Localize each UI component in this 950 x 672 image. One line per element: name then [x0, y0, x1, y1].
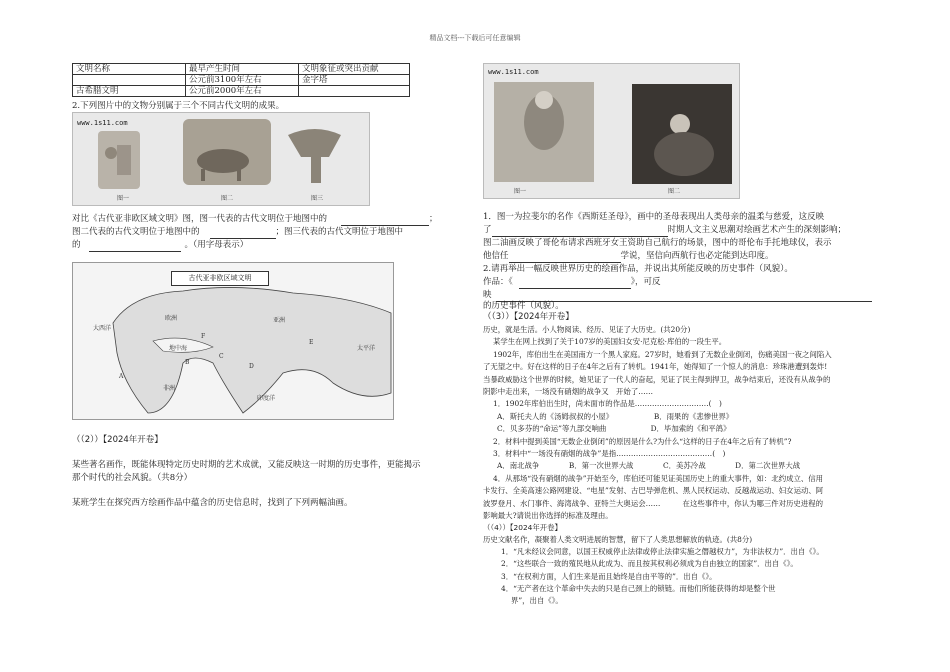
question-text: 的历史事件（风貌）。 [483, 301, 564, 311]
bronze-vessel-artifact [288, 129, 341, 183]
paintings-illustration [484, 64, 739, 198]
map-letter: E [309, 339, 314, 346]
text-line: C．贝多芬的“命运”等九部交响曲 D．毕加索的《和平鸽》 [497, 424, 731, 434]
caption: 图一 [514, 188, 527, 195]
watermark: www.1s11.com [77, 119, 128, 127]
text-line: 影响最大?请说出你选择的标准及理由。 [483, 511, 613, 520]
section-2-text: 某些著名画作，既能体现特定历史时期的艺术成就，又能反映这一时期的历史事件，更能揭示 [72, 460, 421, 470]
text: 图二代表的古代文明位于地图中的 [72, 227, 200, 237]
table-cell: 公元前2000年左右 [186, 86, 299, 97]
answer-blank[interactable] [210, 229, 276, 239]
table-cell: 最早产生时间 [186, 64, 299, 75]
question-text [483, 250, 774, 263]
artifacts-photo [72, 112, 370, 206]
text: 时期人文主义思潮对绘画艺术产生的深刻影响； [667, 225, 847, 235]
map-label: 地中海 [169, 345, 188, 352]
answer-blank[interactable] [341, 216, 429, 226]
text: 》，可反 [630, 277, 661, 287]
text: ； [429, 214, 438, 224]
paragraph-line [72, 226, 403, 239]
map-letter: D [249, 363, 254, 370]
text-line: A．斯托夫人的《汤姆叔叔的小屋》 B．雨果的《悲惨世界》 [497, 411, 734, 421]
section-2-text: 那个时代的社会风貌。（共8分） [72, 473, 193, 483]
text: 了 [483, 225, 492, 235]
table-row [73, 75, 410, 86]
caption: 图一 [117, 195, 130, 202]
text: 。（用字母表示） [184, 240, 249, 250]
text-line: 1．1902年库伯出生时，尚未面市的作品是…………………………( ) [493, 399, 722, 409]
text-line: 某学生在网上找到了关于107岁的美国妇女安·尼克松·库伯的一段生平。 [493, 337, 727, 347]
text-line: 2．“这些联合一致的殖民地从此成为、而且按其权利必须成为自由独立的国家”．出自《》。 [501, 559, 798, 569]
paragraph-line [72, 213, 438, 226]
text-line: 卡发行、全美高速公路网建设、“电星”发射、古巴导弹危机、黑人民权运动、反越战运动、妇女运动、阿 [483, 486, 824, 496]
answer-blank[interactable] [492, 227, 668, 237]
caption: 图二 [668, 188, 681, 195]
caption: 图三 [311, 195, 324, 202]
answer-blank[interactable] [89, 242, 181, 252]
text-line: 历史文献名作，凝聚着人类文明进展的智慧，留下了人类思想解放的轨迹。(共8分) [483, 535, 753, 544]
question-2-text: 2.下列图片中的文物分别属于三个不同古代文明的成果。 [72, 101, 285, 111]
text-line: 2．材料中提到美国“无数企业倒闭”的原因是什么?为什么“这样的日子在4年之后有了转机”? [493, 436, 792, 446]
text-line: 3．“在权利方面，人们生来是而且始终是自由平等的”．出自《》。 [501, 571, 717, 581]
text-line: 4．“无产者在这个革命中失去的只是自己颈上的锁链。而他们所能获得的却是整个世 [501, 583, 776, 593]
question-text [483, 276, 661, 289]
watermark: www.1s11.com [488, 68, 539, 76]
text: 对比《古代亚非欧区域文明》图，图一代表的古代文明位于地图中的 [72, 214, 328, 224]
text: 学说，坚信向西航行也必定能到达印度。 [620, 251, 774, 261]
answer-blank[interactable] [519, 279, 631, 289]
caption: 图二 [221, 195, 234, 202]
text-line: 历史，就是生活。小人物阅读、经历、见证了大历史。(共20分) [483, 325, 691, 334]
section-2-title: （（2））【2024年开卷】 [72, 435, 163, 445]
text-line: 当暴政威胁这个世界的时候，她见证了一代人的奋起，见证了民主得到捍卫，战争结束后，还没有从战争的 [483, 374, 831, 384]
table-row [73, 64, 410, 75]
page-header: 精品文档---下载后可任意编辑 [429, 34, 521, 42]
text-line: 1．“凡未经议会同意，以国王权威停止法律或停止法律实施之僭越权力”，为非法权力”．出自《》。 [501, 547, 824, 557]
table-cell: 公元前3100年左右 [186, 75, 299, 86]
map-label: 亚洲 [273, 317, 286, 324]
paintings-photo [483, 63, 740, 199]
map-label: 大西洋 [93, 325, 112, 332]
text-line: 3．材料中“一场没有硝烟的战争”是指…………………………………( ) [493, 449, 726, 458]
text: 映 [483, 290, 492, 300]
answer-blank[interactable] [509, 253, 621, 263]
text: 作品：《 [483, 277, 513, 287]
table-row [73, 86, 410, 97]
text-line: 阴影中走出来，一场没有硝烟的战争又 开始了…… [483, 387, 653, 396]
text-line: 了无望之中。好在这样的日子在4年之后有了转机。1941年，她得知了一个惊人的消息：珍珠港遭到轰炸! [483, 362, 828, 372]
question-text [483, 224, 846, 237]
map-label: 非洲 [163, 385, 176, 392]
map-label: 印度洋 [257, 395, 276, 402]
text: 他信任 [483, 251, 509, 261]
text-line: 1902年，库伯出生在美国南方一个黑人家庭。27岁时，她看到了无数企业倒闭，伤痛美国一夜之间陷入 [493, 349, 832, 359]
map-letter: B [185, 359, 190, 366]
map-illustration [73, 263, 393, 419]
text-line: 界”，出自《》。 [511, 596, 563, 605]
table-cell: 金字塔 [299, 75, 410, 86]
map-label: 欧洲 [165, 315, 178, 322]
text-line: 4．从那场“没有硝烟的战争”开始至今，库伯还可能见证美国历史上的重大事件，如：北约成立、信用 [493, 473, 824, 483]
table-cell: 文明名称 [73, 64, 186, 75]
section-3-title: （（3））【2024年开卷】 [483, 312, 574, 322]
artifacts-illustration [73, 113, 369, 205]
map-label: 太平洋 [357, 345, 376, 352]
section-2-text: 某班学生在探究西方绘画作品中蕴含的历史信息时，找到了下列两幅油画。 [72, 498, 353, 508]
text-line: 波罗登月、水门事件、海湾战争、亚特兰大奥运会…… 在这些事件中，你认为哪三件对历史进程的 [483, 498, 823, 508]
table-cell [73, 75, 186, 86]
civilization-table [72, 63, 410, 97]
paragraph-line [72, 239, 248, 252]
text-line: A．南北战争 B．第一次世界大战 C．美苏冷战 D．第二次世界大战 [497, 461, 801, 471]
text: ；图三代表的古代文明位于地图中 [275, 227, 404, 237]
question-text: 1．图一为拉斐尔的名作《西斯廷圣母》，画中的圣母表现出人类母亲的温柔与慈爱，这反映 [483, 212, 825, 222]
table-cell: 文明象征或突出贡献 [299, 64, 410, 75]
map-letter: A [119, 373, 124, 380]
map-letter: C [219, 353, 224, 360]
map-letter: F [201, 333, 206, 340]
question-text: 2.请再举出一幅反映世界历史的绘画作品，并说出其所能反映的历史事件（风貌）。 [483, 264, 793, 274]
section-4-title: （（4））【2024年开卷】 [483, 523, 562, 532]
ancient-civilizations-map [72, 262, 394, 420]
table-cell [299, 86, 410, 97]
map-title: 古代亚非欧区域文明 [171, 271, 269, 286]
question-text: 图二油画反映了哥伦布请求西班牙女王资助自己航行的场景，图中的哥伦布手托地球仪，表示 [483, 238, 832, 248]
table-cell: 古希腊文明 [73, 86, 186, 97]
text: 的 [72, 240, 81, 250]
